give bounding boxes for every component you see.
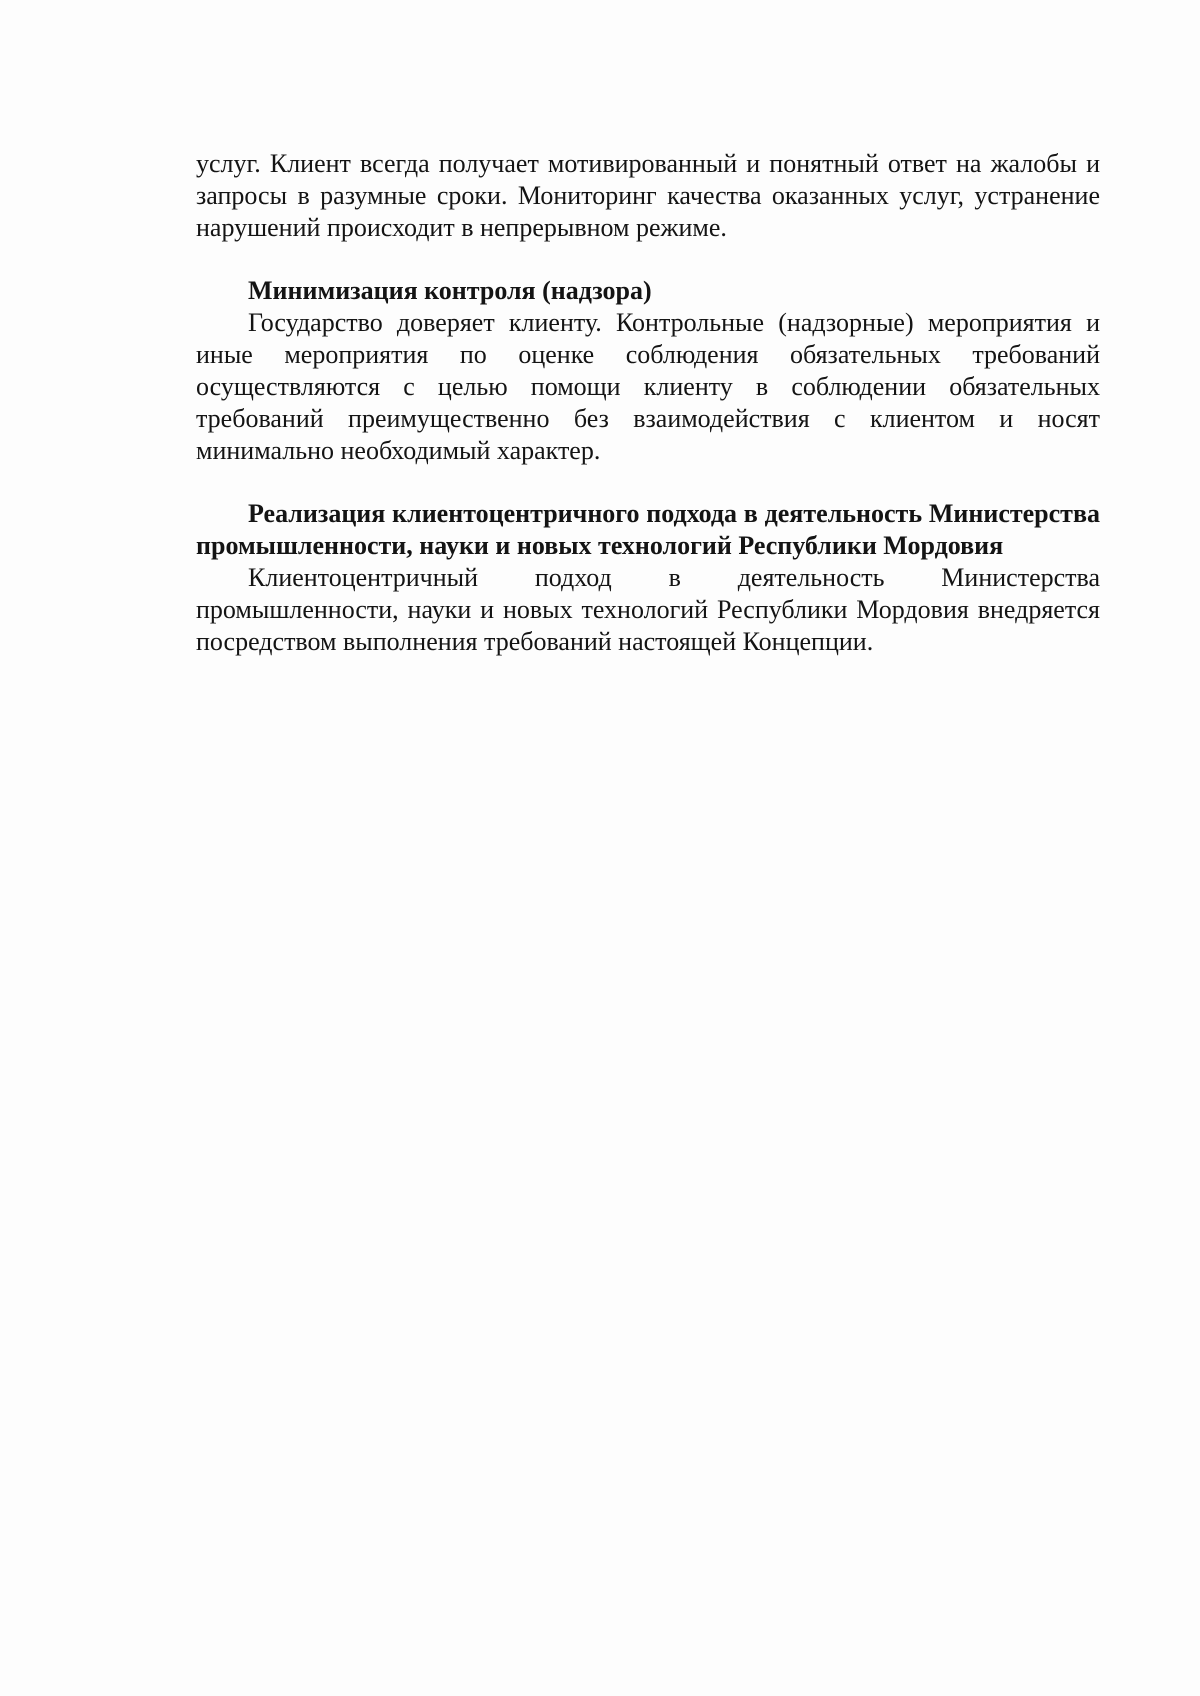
intro-paragraph: услуг. Клиент всегда получает мотивированный и понятный ответ на жалобы и запросы в разумные сроки. Мониторинг качества оказанных услуг, устранение нарушений происходит в непрерывном режиме.: [196, 149, 1100, 242]
section-spacer: [196, 467, 1100, 498]
document-body: [196, 148, 1100, 658]
section-paragraph: Клиентоцентричный подход в деятельность Министерства промышленности, науки и новых технологий Республики Мордовия внедряется посредством выполнения требований настоящей Концепции.: [196, 563, 1100, 656]
section-spacer: [196, 244, 1100, 275]
section-heading: Минимизация контроля (надзора): [248, 276, 652, 305]
section-paragraph: Государство доверяет клиенту. Контрольные (надзорные) мероприятия и иные мероприятия по оценке соблюдения обязательных требований осуществляются с целью помощи клиенту в соблюдении обязательных требований преимущественно без взаимодействия с клиентом и носят минимально необходимый характер.: [196, 308, 1100, 465]
section-client-centric-implementation: [196, 498, 1100, 658]
section-control-minimization: [196, 275, 1100, 467]
section-heading: Реализация клиентоцентричного подхода в деятельность Министерства промышленности, науки и новых технологий Республики Мордовия: [196, 499, 1100, 560]
